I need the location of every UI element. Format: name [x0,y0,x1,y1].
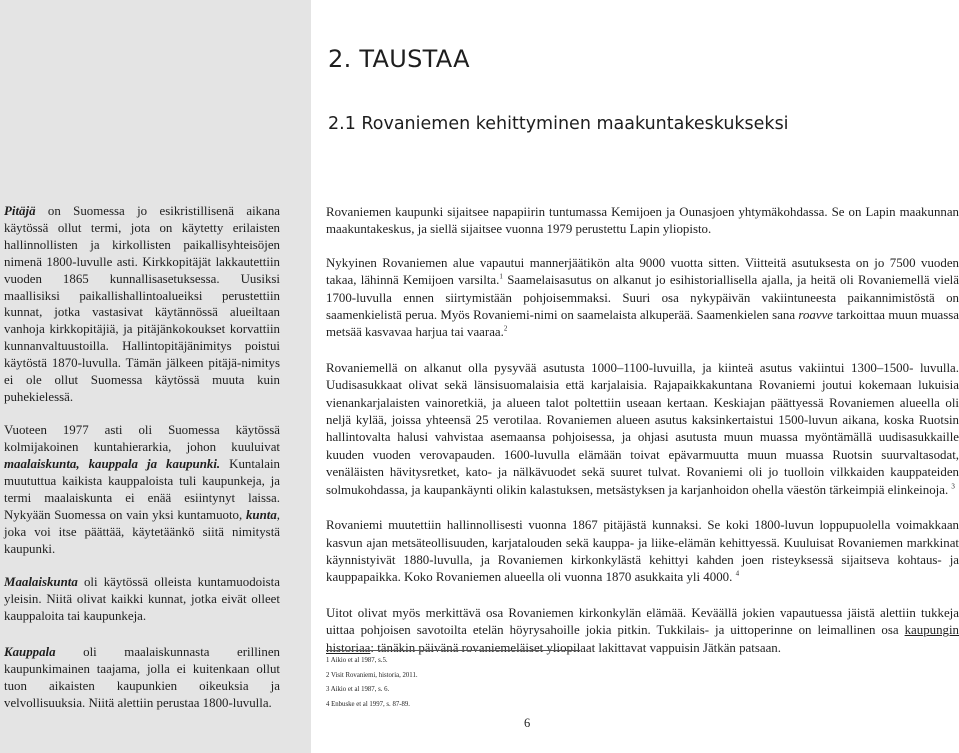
sidebar-text [4,203,280,728]
sidebar-p3-text: oli käytössä olleista kuntamuodoista yleisin. Niitä olivat kaikki kunnat, jotka eivät olleet kauppaloita tai kaupunkeja. [4,575,280,623]
sidebar-paragraph-kuntahierarkia [4,422,280,557]
term-maalaiskunta: Maalaiskunta [4,575,78,590]
sidebar-p2-text-b: Kuntalain muututtua kaikista kauppaloista tuli kaupunkeja, ja termi maalaiskunta ei enää esiintynyt laissa. Nykyään Suomessa on vain yksi kuntamuoto, [4,457,280,522]
footnote-ref-3: 3 [951,482,955,491]
footnote-1: 1 Aikio et al 1987, s.5. [326,657,388,664]
sidebar-paragraph-pitaja [4,203,280,406]
sidebar-p2-text-a: Vuoteen 1977 asti oli Suomessa käytössä kolmijakoinen kuntahierarkia, johon kuuluivat [4,423,280,455]
sidebar-panel [0,0,311,753]
main-p2-text-a: Nykyinen Rovaniemen alue vapautui mannerjäätikön alta 9000 vuotta sitten. Viitteitä asutuksesta on jo 7500 vuoden takaa, lähinnä Kemijoen varsilta. [326,255,959,288]
chapter-title: 2. TAUSTAA [328,45,470,74]
sidebar-p4-text: oli maalaiskunnasta erillinen kaupunkimainen taajama, jolla ei kuitenkaan ollut tuon aikaisten kaupunkien oikeuksia ja velvollisuuksia. Niitä alettiin perustaa 1800-luvulla. [4,644,280,710]
main-p5-text-b: : tänäkin päivänä rovaniemeläiset yliopilaat lakittavat vappuisin Jätkän patsaan. [370,640,781,655]
main-paragraph-1: Rovaniemen kaupunki sijaitsee napapiirin tuntumassa Kemijoen ja Ounasjoen yhtymäkohdassa. Se on Lapin maakunnan maakuntakeskus, ja siellä sijaitsee vuonna 1979 perustettu Lapin yliopisto. [326,205,959,237]
term-kauppala: Kauppala [4,644,56,659]
sidebar-paragraph-maalaiskunta [4,574,280,625]
main-paragraph-3 [326,360,959,499]
main-p4-text: Rovaniemi muutettiin hallinnollisesti vuonna 1867 pitäjästä kunnaksi. Se koki 1800-luvun loppupuolella voimakkaan kasvun ajan metsäteollisuuden, karjatalouden sekä kauppa- ja liike-elämän kehittyessä. Kuuluisat Rovaniemen markkinat käynnistyivät 1880-luvulla, ja Rovaniemen kirkonkylästä kehittyi kahden joen risteyksessä sijaitseva kohtaus- ja kauppapaikka. Koko Rovaniemen alueella oli vuonna 1870 asukkaita yli 4000. [326,518,959,585]
main-p3-text: Rovaniemellä on alkanut olla pysyvää asutusta 1000–1100-luvuilla, ja kiinteä asutus vakiintui 1300–1500- luvulla. Uudisasukkaat olivat sekä länsisuomalaisia että karjalaisia. Rajapaikkakuntana Rovaniemi joutui kokemaan lukuisia vienankarjalaisten vainoretkiä, ja alueen talot poltettiin useaan kertaan. Keskiajan päättyessä Rovaniemen alueella oli neljä kylää, joissa yhteensä 25 verotilaa. Rovaniemen alueen asutus kaksinkertaistui 1500-luvun aikana, koska Ruotsin hallintovalta halusi vahvistaa asemaansa pohjoisessa, ja ohjasi asutusta muun muassa myöntämällä uudisasukkaille kuuden vuoden verovapauden. 1600-luvulla elämään toivat epävarmuutta muun muassa Ruotsin suurvaltasodat, venäläisten hävitysretket, kato- ja nälkävuodet sekä suuret tulvat. Rovaniemi oli jo tuolloin vilkkaiden kauppateiden solmukohdassa, ja kaupankäynti olikin kalastuksen, metsästyksen ja karjanhoidon ohella väestön tärkeimpiä elinkeinoja. [326,360,959,497]
term-kunta: kunta [245,507,277,522]
main-p2-text-c: tarkoittaa muun muassa metsää kasvavaa harjua tai vaaraa. [326,308,959,340]
underlined-link-text: kaupungin historiaa [326,623,959,655]
footnote-divider [326,650,580,651]
sidebar-p2-text-c: , joka voi itse päättää, käytetäänkö siitä nimitystä kaupunki. [4,507,280,556]
footnote-ref-4: 4 [735,570,740,579]
term-pitaja: Pitäjä [4,204,36,218]
page-number: 6 [524,716,531,730]
term-kuntamuodot: maalaiskunta, kauppala ja kaupunki. [4,457,221,472]
sidebar-p1-text: on Suomessa jo esikristillisenä aikana käytössä ollut termi, jota on käytetty erilaisten hallinnollisten ja kirkollisten paikallisyhteisöjen nimenä 1800-luvulle asti. Kirkkopitäjät lakkautettiin vuoden 1865 kunnallisasetuksessa. Uusiksi maallisiksi paikallishallintoalueiksi perustettiin kunnat, jotka vastasivat käytännössä alueiltaan vanhoja kirkkopitäjiä, ja pitäjänkokoukset korvattiin kunnanvaltuustoilla. Hallintopitäjänimitys poistui käytöstä 1870-luvulla. Tämän jälkeen pitäjä-nimitys ei ole ollut Suomessa käytössä muuta kuin puhekielessä. [4,204,280,404]
main-p2-text-b: Saamelaisasutus on alkanut jo esihistoriallisella ajalla, ja heitä oli Rovaniemellä vielä 1700-luvulla ennen siirtymistään pohjoisemmaksi. Suuri osa nykypäivän vakiintuneesta paikannimistöstä on saamenkielistä perua. Myös Rovaniemi-nimi on saamelaista alkuperää. Saamenkielen sana [326,273,959,323]
main-body-text [326,204,959,673]
footnote-3: 3 Aikio et al 1987, s. 6. [326,686,390,693]
footnote-2: 2 Visit Rovaniemi, historia, 2011. [326,671,418,679]
main-p5-text-a: Uitot olivat myös merkittävä osa Rovaniemen kirkonkylän elämää. Keväällä jokien vapautuessa jäistä alettiin tukkeja uittaa pohjoisen savotoilta etelän höyrysahoille jokia pitkin. Tukkilais- ja uittoperinne on leimallinen osa [326,605,959,638]
italic-roavve: roavve [798,308,834,323]
main-paragraph-4 [326,517,959,587]
main-paragraph-2 [326,255,959,342]
footnote-ref-1: 1 [499,272,503,281]
sidebar-paragraph-kauppala [4,644,280,712]
footnote-ref-2: 2 [503,325,508,334]
section-title: 2.1 Rovaniemen kehittyminen maakuntakeskukseksi [328,113,789,134]
footnote-4: 4 Enbuske et al 1997, s. 87-89. [326,700,411,708]
footnotes [326,657,586,715]
